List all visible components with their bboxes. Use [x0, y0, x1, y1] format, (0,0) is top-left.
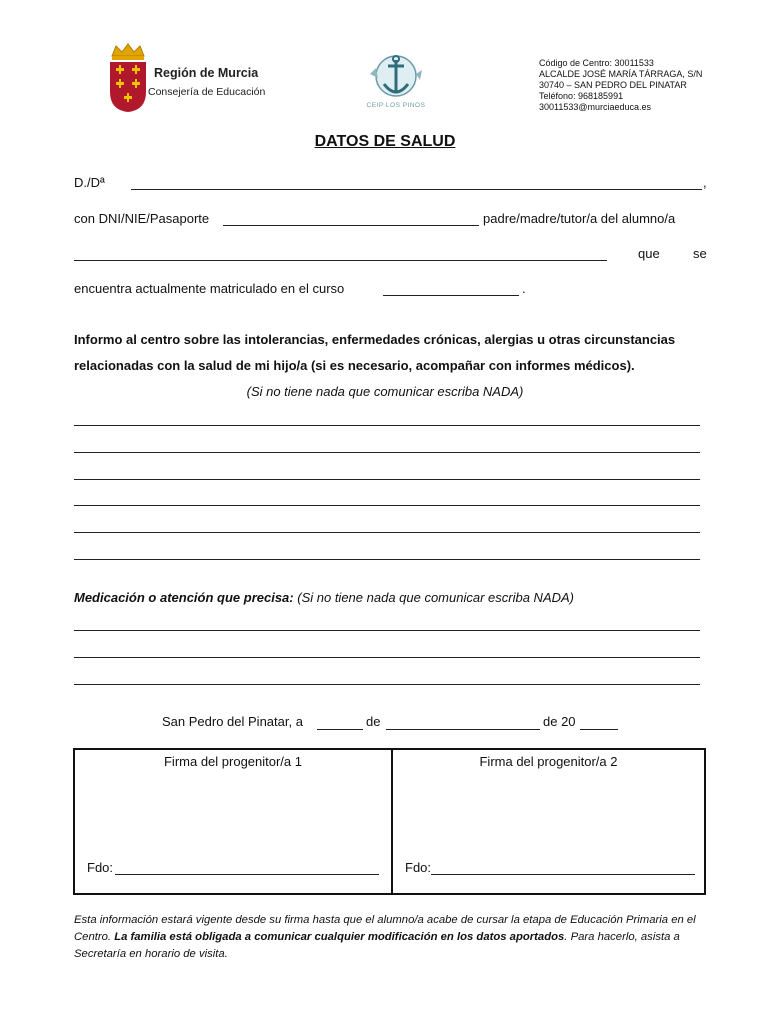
health-line-4[interactable] — [74, 505, 700, 506]
school-code: Código de Centro: 30011533 — [539, 58, 654, 68]
school-phone: Teléfono: 968185991 — [539, 91, 624, 101]
place-date-prefix: San Pedro del Pinatar, a — [162, 714, 303, 729]
school-address: ALCALDE JOSÉ MARÍA TÁRRAGA, S/N — [539, 69, 703, 79]
footer-text2: . Para hacerlo, asista a Secretaría en horario de visita. — [74, 931, 680, 960]
school-anchor-logo — [360, 48, 432, 114]
course-field-line[interactable] — [383, 295, 519, 296]
year-field-line[interactable] — [580, 729, 618, 730]
signature-cell-parent1[interactable] — [75, 750, 393, 893]
medication-note: (Si no tiene nada que comunicar escriba NADA) — [297, 590, 575, 605]
parent2-fdo-line[interactable] — [431, 874, 695, 875]
se-word: se — [693, 246, 707, 261]
document-title: DATOS DE SALUD — [314, 133, 456, 150]
name-label: D./Dª — [74, 175, 105, 190]
student-name-field-line[interactable] — [74, 260, 607, 261]
enrolled-trailing-period: . — [522, 281, 526, 296]
parent2-fdo-label: Fdo: — [405, 860, 432, 875]
parent1-signature-label: Firma del progenitor/a 1 — [163, 754, 302, 769]
medication-row — [74, 590, 574, 605]
que-word: que — [638, 246, 660, 261]
school-contact-info — [539, 58, 702, 113]
footer-text1: Esta información estará vigente desde su firma hasta que el alumno/a acabe de cursar la etapa de Educación Primaria en el Centro. — [74, 914, 696, 943]
footer-note — [74, 912, 709, 963]
id-label: con DNI/NIE/Pasaporte — [74, 211, 210, 226]
medication-line-2[interactable] — [74, 657, 700, 658]
info-paragraph-line1: Informo al centro sobre las intolerancias, enfermedades crónicas, alergias u otras circunstancias — [74, 332, 676, 347]
signature-cell-parent2[interactable] — [393, 750, 704, 893]
health-line-1[interactable] — [74, 425, 700, 426]
relation-label: padre/madre/tutor/a del alumno/a — [483, 211, 676, 226]
parent1-fdo-label: Fdo: — [87, 860, 114, 875]
name-field-line[interactable] — [131, 189, 702, 190]
parent2-signature-label: Firma del progenitor/a 2 — [479, 754, 618, 769]
medication-line-1[interactable] — [74, 630, 700, 631]
health-line-6[interactable] — [74, 559, 700, 560]
medication-line-3[interactable] — [74, 684, 700, 685]
health-line-3[interactable] — [74, 479, 700, 480]
school-email: 30011533@murciaeduca.es — [539, 102, 652, 112]
month-field-line[interactable] — [386, 729, 540, 730]
name-trailing-comma: , — [703, 175, 707, 190]
school-city: 30740 – SAN PEDRO DEL PINATAR — [539, 80, 687, 90]
school-logo-text: CEIP LOS PINOS — [366, 102, 426, 109]
place-date-de2: de 20 — [543, 714, 576, 729]
department-name: Consejería de Educación — [148, 86, 266, 98]
medication-label: Medicación o atención que precisa: — [74, 590, 294, 605]
health-line-5[interactable] — [74, 532, 700, 533]
enrolled-label: encuentra actualmente matriculado en el curso — [74, 281, 345, 296]
day-field-line[interactable] — [317, 729, 363, 730]
place-date-de1: de — [366, 714, 381, 729]
region-name: Región de Murcia — [154, 66, 259, 80]
footer-bold-text: La familia está obligada a comunicar cualquier modificación en los datos aportados — [114, 931, 565, 943]
info-paragraph-line2: relacionadas con la salud de mi hijo/a (si es necesario, acompañar con informes médicos). — [74, 358, 635, 373]
parent1-fdo-line[interactable] — [115, 874, 379, 875]
signature-table — [73, 748, 706, 895]
region-murcia-shield-logo — [108, 42, 148, 114]
nothing-note: (Si no tiene nada que comunicar escriba NADA) — [246, 384, 524, 399]
id-field-line[interactable] — [223, 225, 479, 226]
health-line-2[interactable] — [74, 452, 700, 453]
